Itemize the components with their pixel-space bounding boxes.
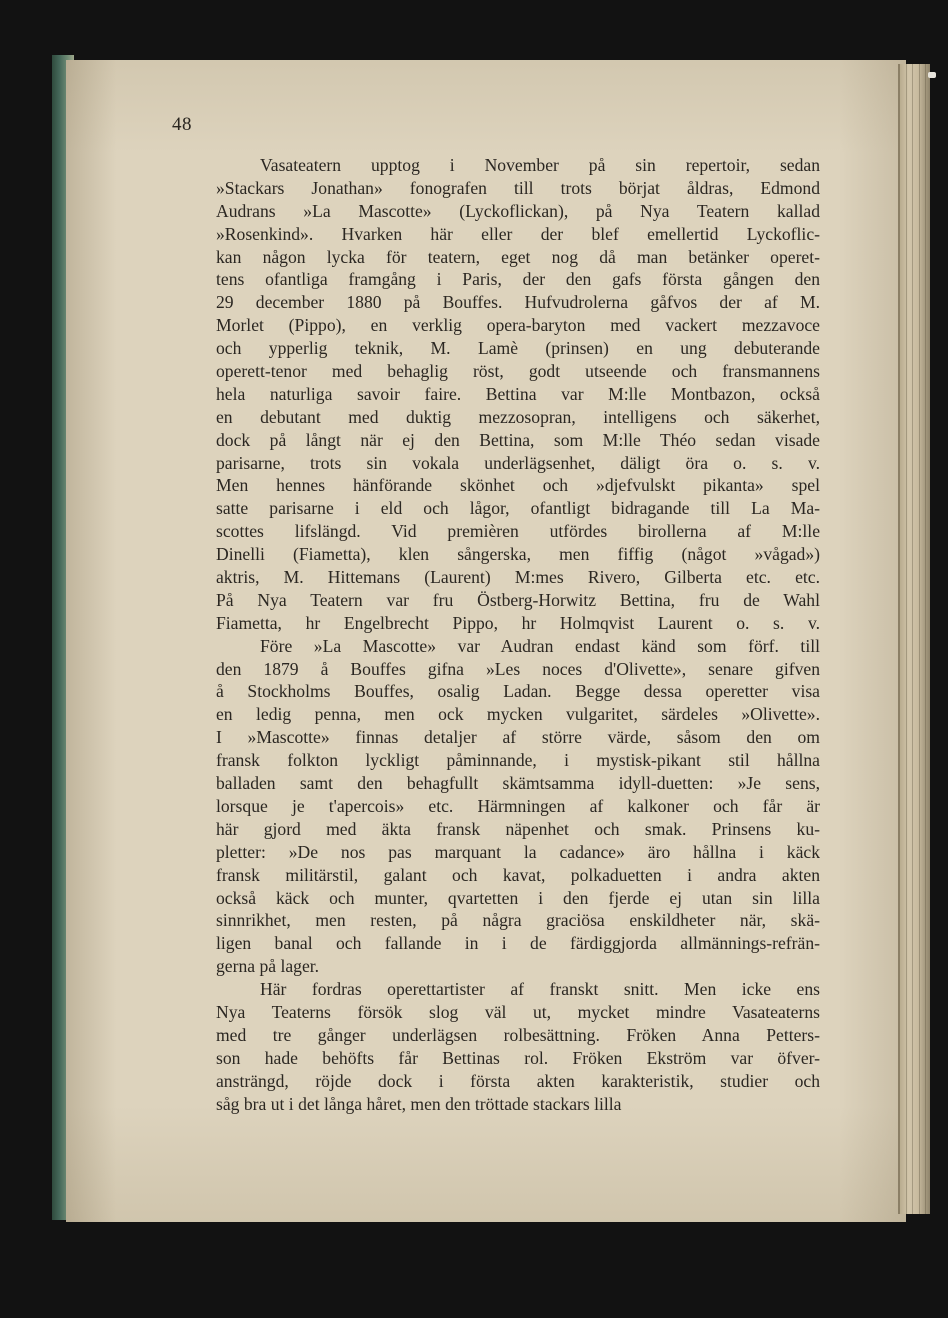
text-line: scottes lifslängd. Vid premièren utfördes birollerna af M:lle [216, 521, 820, 542]
text-line: Vasateatern upptog i November på sin repertoir, sedan [260, 155, 820, 175]
text-line: Före »La Mascotte» var Audran endast känd som förf. till [260, 635, 820, 656]
text-line: »Rosenkind». Hvarken här eller der blef emellertid Lyckoflic- [216, 223, 820, 244]
text-line: fransk folkton lyckligt påminnande, i mystisk-pikant stil hållna [216, 750, 820, 771]
text-line: Men hennes hänförande skönhet och »djefvulskt pikanta» spel [216, 475, 820, 496]
text-line: här gjord med äkta fransk näpenhet och smak. Prinsens ku- [216, 818, 820, 839]
text-line: 29 december 1880 på Bouffes. Hufvudrolerna gåfvos der af M. [216, 292, 820, 313]
text-line: sinnrikhet, men resten, på några graciösa enskildheter när, skä- [216, 910, 820, 931]
text-line: också käck och munter, qvartetten i den fjerde ej utan sin lilla [216, 887, 820, 908]
text-line: en ledig penna, men ock mycken vulgaritet, särdeles »Olivette». [216, 704, 820, 725]
text-line: en debutant med duktig mezzosopran, intelligens och säkerhet, [216, 406, 820, 427]
text-line: kan någon lycka för teatern, eget nog då man betänker operet- [216, 246, 820, 267]
text-line: tens ofantliga framgång i Paris, der den gafs första gången den [216, 269, 820, 290]
text-line: Fiametta, hr Engelbrecht Pippo, hr Holmqvist Laurent o. s. v. [216, 612, 820, 633]
text-line: såg bra ut i det långa håret, men den tröttade stackars lilla [216, 1093, 622, 1114]
text-line: å Stockholms Bouffes, osalig Ladan. Begge dessa operetter visa [216, 681, 820, 702]
text-line: ansträngd, röjde dock i första akten karakteristik, studier och [216, 1070, 820, 1091]
text-line: gerna på lager. [216, 956, 320, 977]
text-line: På Nya Teatern var fru Östberg-Horwitz Bettina, fru de Wahl [216, 589, 820, 610]
text-line: satte parisarne i eld och lågor, ofantligt bidragande till La Ma- [216, 498, 820, 519]
text-line: Dinelli (Fiametta), klen sångerska, men fiffig (något »vågad») [216, 544, 820, 565]
text-line: lorsque je t'apercois» etc. Härmningen af kalkoner och får är [216, 795, 820, 816]
text-line: ligen banal och fallande in i de färdiggjorda allmännings-refrän- [216, 933, 820, 954]
page-number: 48 [172, 114, 192, 135]
text-line: I »Mascotte» finnas detaljer af större värde, såsom den om [216, 727, 820, 748]
text-line: och ypperlig teknik, M. Lamè (prinsen) en ung debuterande [216, 338, 820, 359]
corner-mark [928, 72, 936, 78]
text-line: Morlet (Pippo), en verklig opera-baryton med vackert mezzavoce [216, 315, 820, 336]
text-line: pletter: »De nos pas marquant la cadance» äro hållna i käck [216, 841, 820, 862]
text-line: den 1879 å Bouffes gifna »Les noces d'Olivette», senare gifven [216, 658, 820, 679]
body-text [216, 154, 820, 1115]
text-line: Här fordras operettartister af franskt snitt. Men icke ens [260, 979, 820, 1000]
text-line: aktris, M. Hittemans (Laurent) M:mes Rivero, Gilberta etc. etc. [216, 567, 820, 588]
text-line: son hade behöfts får Bettinas rol. Fröken Ekström var öfver- [216, 1047, 820, 1068]
text-line: hela naturliga savoir faire. Bettina var M:lle Montbazon, också [216, 383, 820, 404]
text-line: Audrans »La Mascotte» (Lyckoflickan), på Nya Teatern kallad [216, 200, 820, 221]
text-line: med tre gånger underlägsen rolbesättning. Fröken Anna Petters- [216, 1024, 820, 1045]
text-line: Nya Teaterns försök slog väl ut, mycket mindre Vasateaterns [216, 1001, 820, 1022]
text-line: fransk militärstil, galant och kavat, polkaduetten i andra akten [216, 864, 820, 885]
text-line: balladen samt den behagfullt skämtsamma idyll-duetten: »Je sens, [216, 773, 820, 794]
fore-edge-pages [898, 64, 930, 1214]
text-line: parisarne, trots sin vokala underlägsenhet, däligt öra o. s. v. [216, 452, 820, 473]
text-line: dock på långt när ej den Bettina, som M:lle Théo sedan visade [216, 429, 820, 450]
text-line: operett-tenor med behaglig röst, godt utseende och fransmannens [216, 361, 820, 382]
text-line: »Stackars Jonathan» fonografen till trots börjat åldras, Edmond [216, 177, 820, 198]
